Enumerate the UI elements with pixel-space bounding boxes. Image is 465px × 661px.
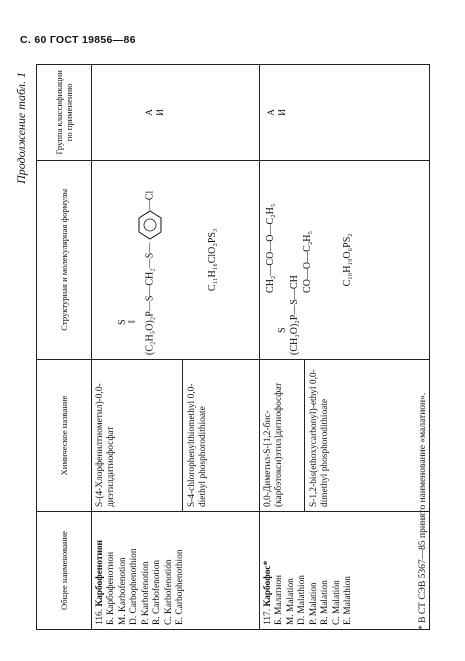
common-name: Карбофос*: [263, 560, 273, 607]
alias: C. Karbofenotión: [163, 559, 174, 625]
rotated-table-block: [14, 64, 451, 630]
formula-cell: [260, 160, 430, 359]
alias: М. Karbofenotion: [117, 557, 128, 625]
structural-formula: (C₂H₅O)₂P—S—CH₂—S—: [144, 242, 156, 355]
group-code: И: [278, 108, 289, 116]
chemical-name-en: S-4-chlorophenylthiomethyl 0,0-diethyl phosphorodithioate: [182, 360, 210, 511]
alias: М. Malation: [285, 578, 296, 625]
common-name: Карбофенотион: [95, 540, 105, 607]
alias: D. Carbophenothion: [129, 548, 140, 625]
col-header-common-name: Общее наименование: [37, 511, 92, 629]
structural-formula: (CH₃O)₂P—S—CH: [289, 275, 301, 355]
formula-bottom-branch: CO—O—C₂H₅: [301, 230, 313, 293]
col-header-formula: Структурная и молекулярная формулы: [37, 160, 92, 359]
alias: C. Malatión: [331, 580, 342, 625]
group-code: А: [267, 108, 277, 116]
chemical-name-cell: [92, 359, 260, 511]
formula-sulfur: S: [117, 319, 128, 325]
alias: R. Carbofenotion: [152, 559, 163, 625]
group-code: А: [145, 108, 155, 116]
col-header-chemical-name: Химическое название: [37, 359, 92, 511]
alias: D. Malathion: [297, 575, 308, 625]
molecular-formula: C₁₀H₁₉O₆PS₂: [341, 233, 353, 287]
formula-sulfur: S: [277, 327, 289, 333]
common-name-cell: [260, 511, 430, 629]
alias: E. Malathion: [343, 576, 354, 625]
alias: R. Malation: [320, 580, 331, 625]
chemical-name-en: S-1,2-bis(ethoxycarbonyl)-ethyl 0,0-dimethyl phosphorodithioate: [304, 360, 332, 511]
group-cell: [260, 65, 430, 161]
chemical-name-ru: S-(4-Хлорфенилтиометил)-0,0-диэтилдитиофосфат: [95, 383, 117, 507]
chemical-name-cell: [260, 359, 430, 511]
common-name-cell: [92, 511, 260, 629]
alias: P. Malation: [308, 582, 319, 625]
group-code: И: [156, 108, 167, 116]
row-number: 117.: [263, 608, 273, 625]
alias: E. Carbophenothion: [175, 549, 186, 625]
col-header-group: Группа классификации по применению: [37, 65, 92, 161]
page-header: С. 60 ГОСТ 19856—86: [20, 34, 136, 46]
footnote: * В СТ СЭВ 5367—85 принято наименование «малатион».: [418, 392, 428, 630]
table-row: [92, 65, 260, 630]
alias: Б. Малатион: [274, 574, 285, 625]
formula-chlorine: Cl: [144, 190, 156, 201]
table-header-row: [37, 65, 92, 630]
table-row: [260, 65, 430, 630]
formula-top-branch: CH₂—CO—O—C₂H₅: [265, 203, 276, 293]
pesticide-table: [36, 64, 430, 630]
molecular-formula: C₁₁H₁₆ClO₂PS₃: [207, 228, 219, 292]
group-cell: [92, 65, 260, 161]
alias: P. Karbofenotion: [140, 561, 151, 625]
benzene-ring-icon: [137, 210, 163, 240]
continuation-label: Продолжение табл. 1: [14, 72, 28, 184]
alias: Б. Карбофенотион: [106, 551, 117, 625]
row-number: 116.: [95, 608, 105, 625]
formula-cell: S ‖ (C₂H₅O)₂P—S—CH₂—S— —Cl C₁₁H₁₆ClO₂PS₃: [92, 160, 260, 359]
chemical-name-ru: 0,0-Диметил-S-[1,2-бис-(карбэтокси)этил]дитиофосфат: [263, 382, 285, 507]
